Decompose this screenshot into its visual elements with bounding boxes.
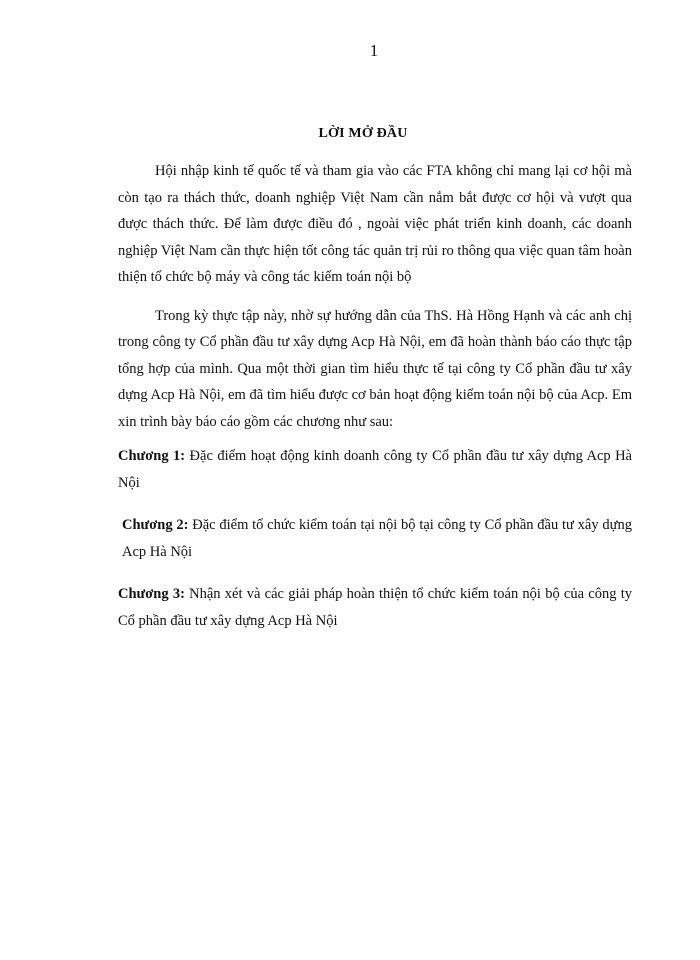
chapter-2-text: Đặc điểm tổ chức kiểm toán tại nội bộ tại công ty Cổ phần đầu tư xây dựng Acp Hà Nội bbox=[122, 517, 632, 560]
page-number: 1 bbox=[369, 41, 379, 60]
internship-paragraph: Trong kỳ thực tập này, nhờ sự hướng dẫn của ThS. Hà Hồng Hạnh và các anh chị trong công ty Cổ phần đầu tư xây dựng Acp Hà Nội, em đã hoàn thành báo cáo thực tập tổng hợp của mình. Qua một thời gian tìm hiểu thực tế tại công ty Cổ phần đầu tư xây dựng Acp Hà Nội, em đã tìm hiểu được cơ bản hoạt động kiểm toán nội bộ của Acp. Em xin trình bày báo cáo gồm các chương như sau: bbox=[118, 307, 632, 430]
chapter-3 bbox=[118, 581, 632, 634]
chapter-3-label: Chương 3: bbox=[118, 586, 185, 602]
chapter-1-label: Chương 1: bbox=[118, 448, 186, 464]
page-title: LỜI MỞ ĐẦU bbox=[318, 126, 408, 141]
chapter-1-text: Đặc điểm hoạt động kinh doanh công ty Cổ phần đầu tư xây dựng Acp Hà Nội bbox=[118, 448, 632, 491]
intro-paragraph: Hội nhập kinh tế quốc tế và tham gia vào các FTA không chỉ mang lại cơ hội mà còn tạo ra thách thức, doanh nghiệp Việt Nam cần nắm bắt được cơ hội và vượt qua được thách thức. Để làm được điều đó , ngoài việc phát triển kinh doanh, các doanh nghiệp Việt Nam cần thực hiện tốt công tác quản trị rủi ro thông qua việc quan tâm hoàn thiện tổ chức bộ máy và công tác kiểm toán nội bộ bbox=[118, 163, 632, 285]
chapter-3-text: Nhận xét và các giải pháp hoàn thiện tổ chức kiểm toán nội bộ của công ty Cổ phần đầu tư xây dựng Acp Hà Nội bbox=[118, 586, 632, 629]
document-body bbox=[118, 158, 632, 634]
chapter-1 bbox=[118, 443, 632, 496]
chapter-2-label: Chương 2: bbox=[122, 517, 189, 533]
chapter-2 bbox=[118, 512, 632, 565]
